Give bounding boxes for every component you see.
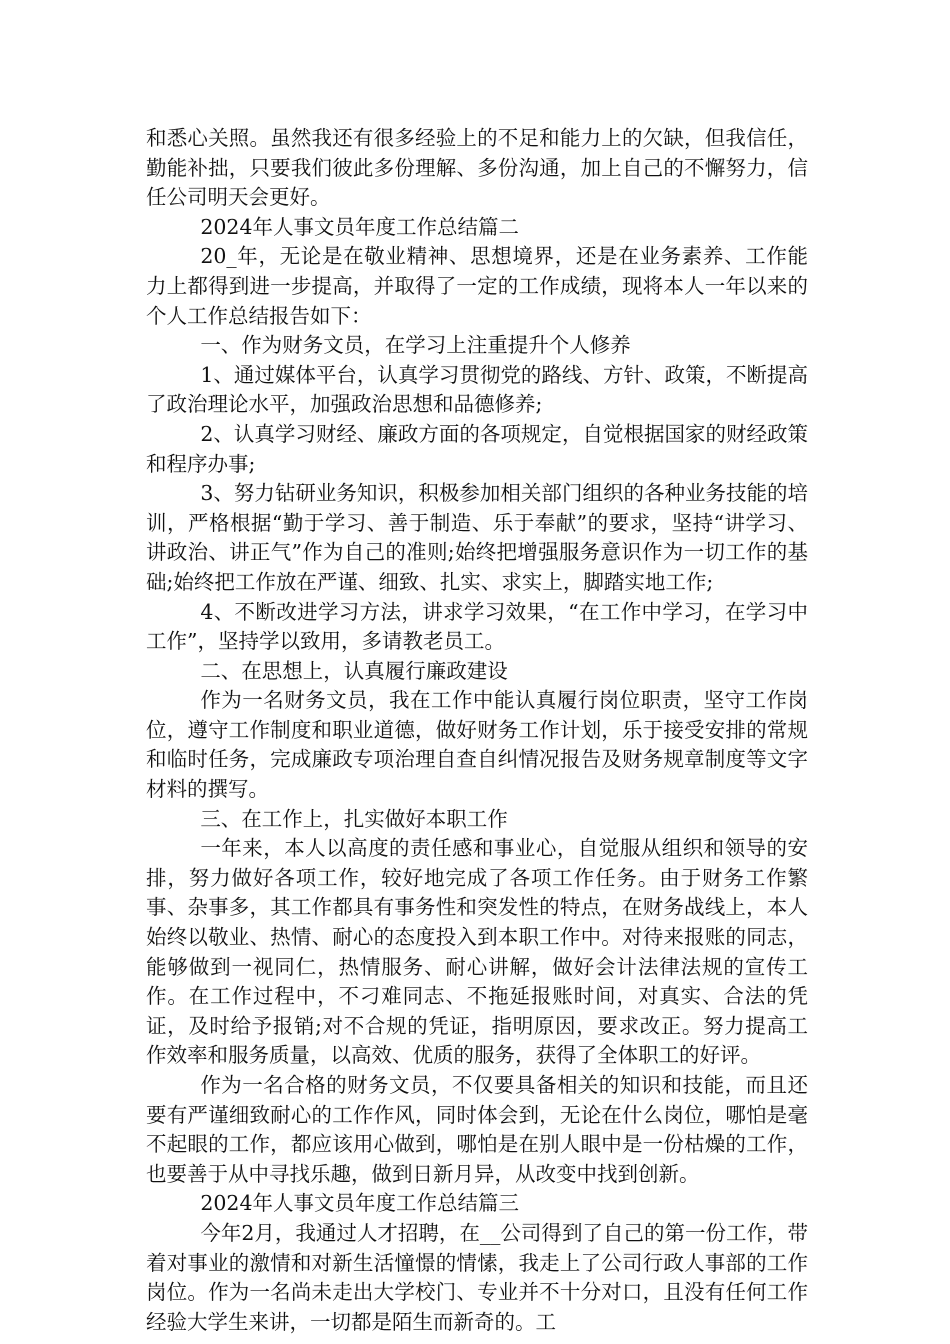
list-item-3: 3、努力钻研业务知识，积极参加相关部门组织的各种业务技能的培训，严格根据“勤于学习、善于制造、乐于奉献”的要求，坚持“讲学习、讲政治、讲正气”作为自己的准则;始终把增强服务意识作为一切工作的基础;始终把工作放在严谨、细致、扎实、求实上，脚踏实地工作; (146, 481, 808, 594)
list-item-1: 1、通过媒体平台，认真学习贯彻党的路线、方针、政策，不断提高了政治理论水平，加强政治思想和品德修养; (146, 362, 808, 417)
paragraph-part-three: 今年2月，我通过人才招聘，在__公司得到了自己的第一份工作，带着对事业的激情和对新生活憧憬的情愫，我走上了公司行政人事部的工作岗位。作为一名尚未走出大学校门、专业并不十分对口，且没有任何工作经验大学生来讲，一切都是陌生而新奇的。工 (146, 1220, 808, 1334)
paragraph-qualification: 作为一名合格的财务文员，不仅要具备相关的知识和技能，而且还要有严谨细致耐心的工作作风，同时体会到，无论在什么岗位，哪怕是毫不起眼的工作，都应该用心做到，哪怕是在别人眼中是一份枯燥的工作，也要善于从中寻找乐趣，做到日新月异，从改变中找到创新。 (146, 1073, 808, 1186)
document-page (146, 124, 808, 1337)
section-heading-part-three: 2024年人事文员年度工作总结篇三 (200, 1191, 519, 1216)
section-heading-part-two: 2024年人事文员年度工作总结篇二 (200, 214, 519, 239)
subheading-thought: 二、在思想上，认真履行廉政建设 (200, 658, 508, 683)
paragraph-intro: 20_年，无论是在敬业精神、思想境界，还是在业务素养、工作能力上都得到进一步提高，并取得了一定的工作成绩，现将本人一年以来的个人工作总结报告如下： (146, 244, 808, 328)
paragraph-continuation: 和悉心关照。虽然我还有很多经验上的不足和能力上的欠缺，但我信任，勤能补拙，只要我们彼此多份理解、多份沟通，加上自己的不懈努力，信任公司明天会更好。 (146, 126, 808, 210)
paragraph-thought: 作为一名财务文员，我在工作中能认真履行岗位职责，坚守工作岗位，遵守工作制度和职业道德，做好财务工作计划，乐于接受安排的常规和临时任务，完成廉政专项治理自查自纠情况报告及财务规章制度等文字材料的撰写。 (146, 688, 808, 802)
paragraph-work: 一年来，本人以高度的责任感和事业心，自觉服从组织和领导的安排，努力做好各项工作，较好地完成了各项工作任务。由于财务工作繁事、杂事多，其工作都具有事务性和突发性的特点，在财务战线上，本人始终以敬业、热情、耐心的态度投入到本职工作中。对待来报账的同志，能够做到一视同仁，热情服务、耐心讲解，做好会计法律法规的宣传工作。在工作过程中，不刁难同志、不拖延报账时间，对真实、合法的凭证，及时给予报销;对不合规的凭证，指明原因，要求改正。努力提高工作效率和服务质量，以高效、优质的服务，获得了全体职工的好评。 (146, 836, 808, 1068)
subheading-work: 三、在工作上，扎实做好本职工作 (200, 806, 508, 831)
list-item-4: 4、不断改进学习方法，讲求学习效果，“在工作中学习，在学习中工作”，坚持学以致用，多请教老员工。 (146, 599, 808, 654)
subheading-study: 一、作为财务文员，在学习上注重提升个人修养 (200, 333, 631, 358)
list-item-2: 2、认真学习财经、廉政方面的各项规定，自觉根据国家的财经政策和程序办事; (146, 421, 808, 476)
